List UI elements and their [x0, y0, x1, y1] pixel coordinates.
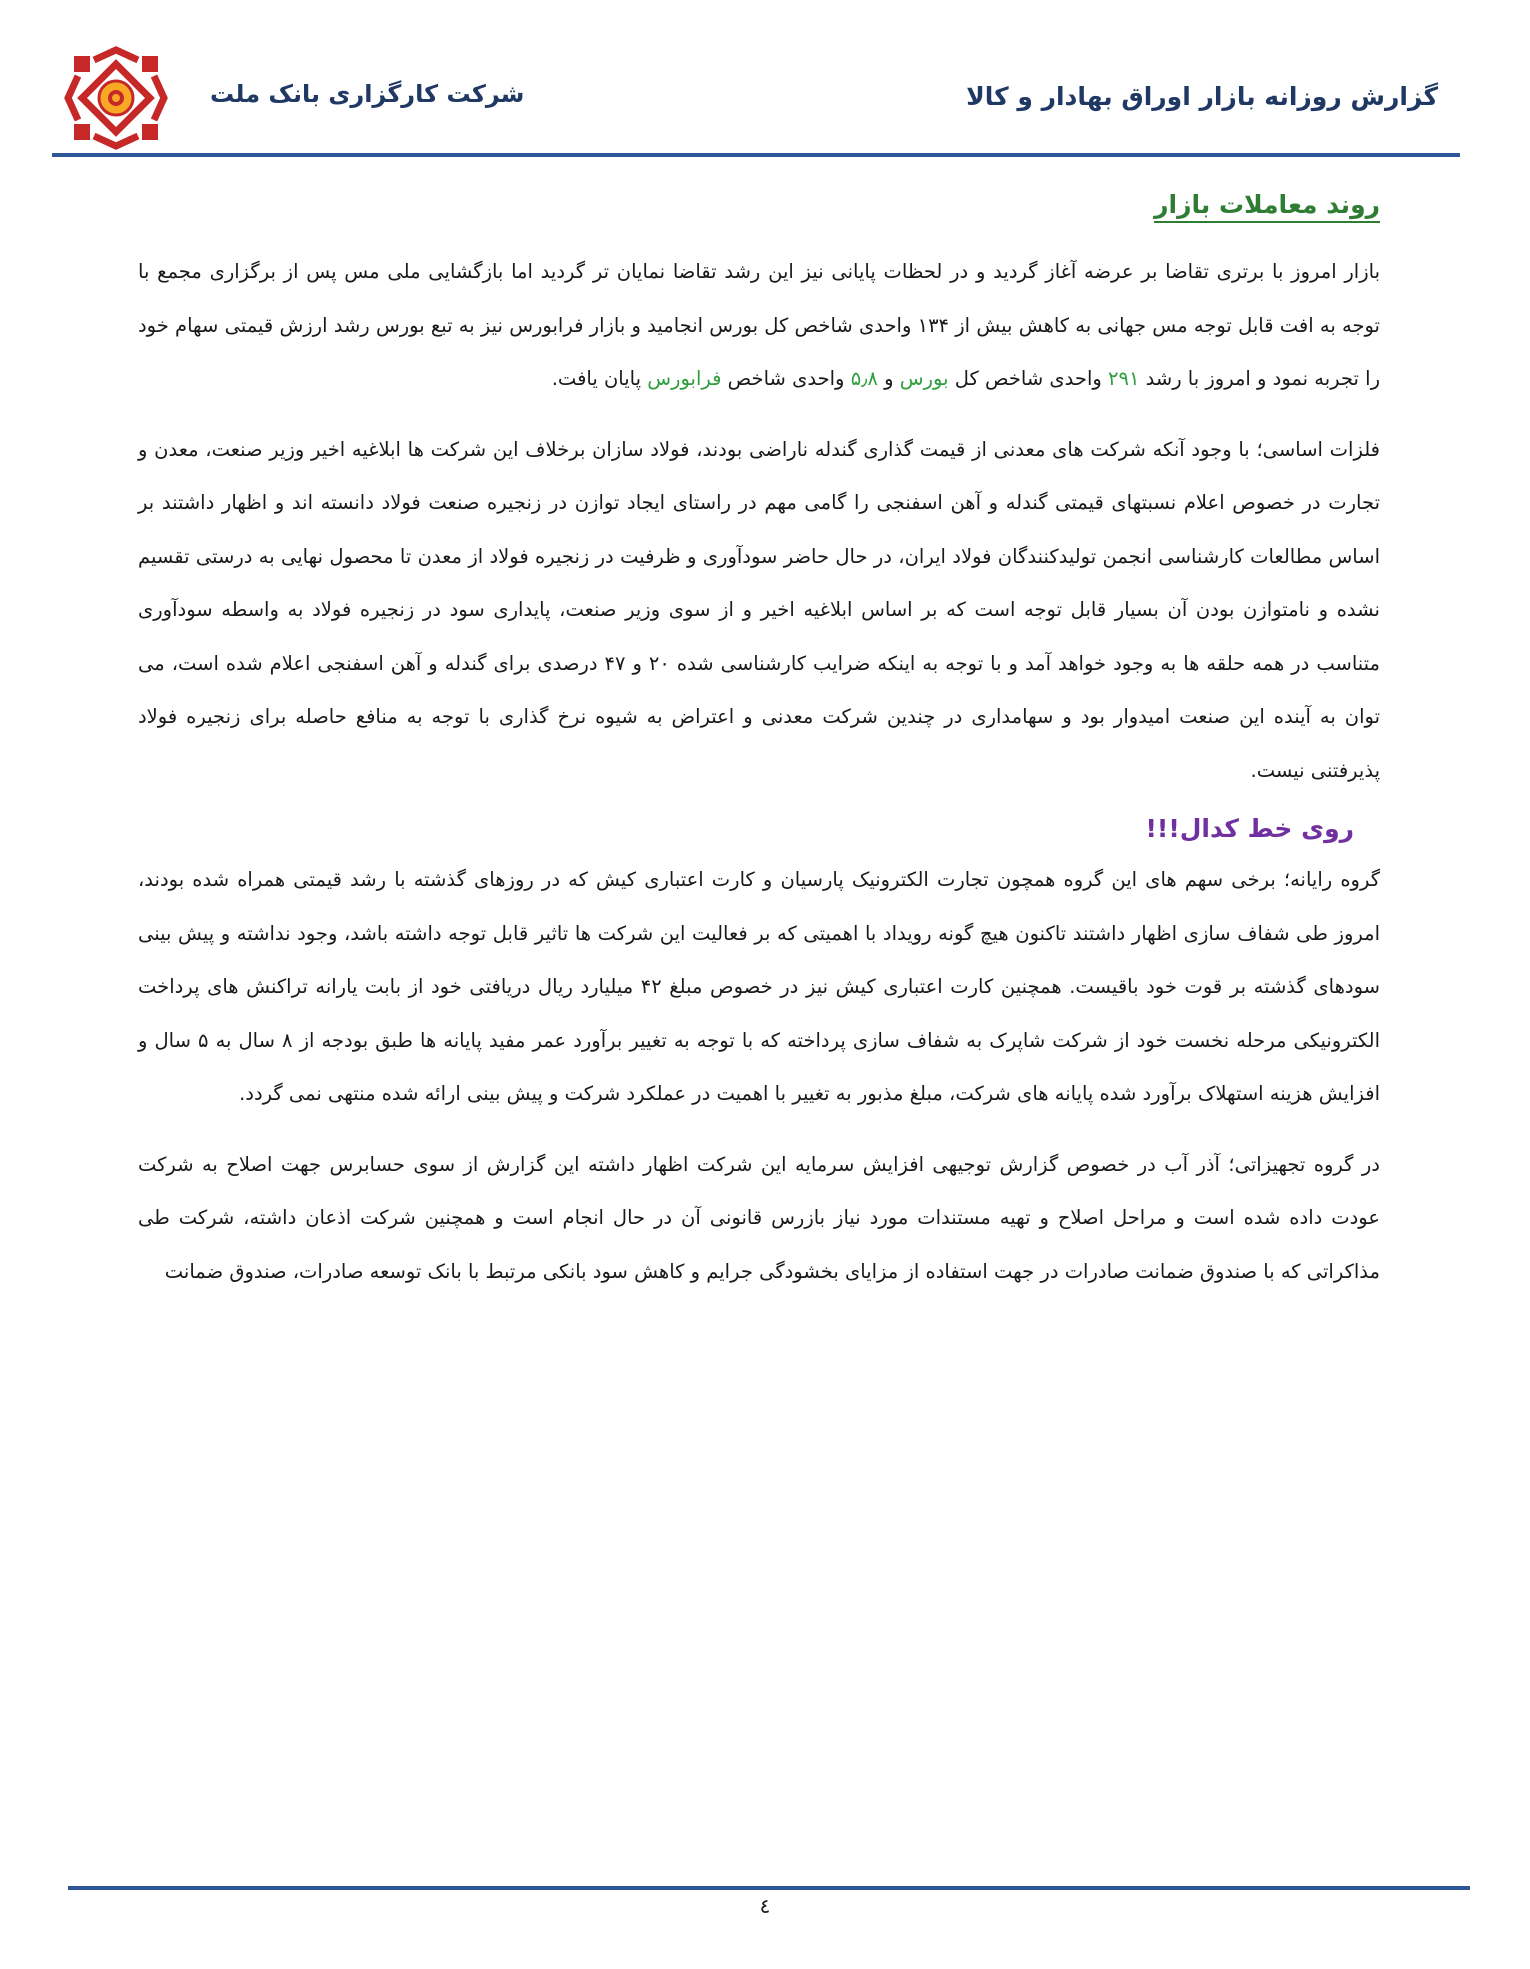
basic-metals-paragraph: فلزات اساسی؛ با وجود آنکه شرکت های معدنی از قیمت گذاری گندله ناراضی بودند، فولاد سازان برخلاف این شرکت ها ابلاغیه اخیر وزیر صنعت، معدن و تجارت در خصوص اعلام نسبتهای قیمتی گندله و آهن اسفنجی را گامی مهم در راستای ایجاد توازن در زنجیره صنعت فولاد دانسته اند و اظهار داشتند بر اساس مطالعات کارشناسی انجمن تولیدکنندگان فولاد ایران، در حال حاضر سودآوری و ظرفیت در زنجیره فولاد از معدن تا محصول نهایی به درستی تقسیم نشده و نامتوازن بودن آن بسیار قابل توجه است که بر اساس ابلاغیه اخیر و از سوی وزیر صنعت، پایداری سود در زنجیره فولاد به واسطه سودآوری متناسب در همه حلقه ها به وجود خواهد آمد و با توجه به اینکه ضرایب کارشناسی شده ۲۰ و ۴۷ درصدی برای گندله و آهن اسفنجی اعلام شده است، می توان به آینده این صنعت امیدوار بود و سهامداری در چندین شرکت معدنی و اعتراض به شیوه نرخ گذاری با توجه به منافع حاصله برای زنجیره فولاد پذیرفتنی نیست.	[138, 437, 1380, 782]
text-segment: پایان یافت.	[551, 367, 648, 390]
computer-group-paragraph: گروه رایانه؛ برخی سهم های این گروه همچون تجارت الکترونیک پارسیان و کارت اعتباری کیش که در روزهای گذشته با رشد قیمتی همراه شده بودند، امروز طی شفاف سازی اظهار داشتند تاکنون هیچ گونه رویداد با اهمیتی که بر فعالیت این شرکت ها تاثیر قابل توجه داشته باشد، وجود نداشته و پیش بینی سودهای گذشته بر قوت خود باقیست. همچنین کارت اعتباری کیش نیز در خصوص مبلغ ۴۲ میلیارد ریال دریافتی خود از بابت یارانه تراکنش های پرداخت الکترونیکی مرحله نخست خود از شرکت شاپرک به شفاف سازی پرداخته که با توجه به تغییر برآورد عمر مفید پایانه ها طبق بودجه از ۸ سال به ۵ سال و افزایش هزینه استهلاک برآورد شده پایانه های شرکت، مبلغ مذبور به تغییر با اهمیت در عملکرد شرکت و پیش بینی ارائه شده منتهی نمی گردد.	[138, 868, 1381, 1105]
report-title: گزارش روزانه بازار اوراق بهادار و کالا	[966, 82, 1438, 111]
page-header	[0, 0, 1530, 160]
section-title-market-trend: روند معاملات بازار	[1154, 190, 1380, 223]
farabourse-index-change: ۵٫۸	[850, 367, 878, 390]
text-segment: واحدی شاخص	[721, 367, 851, 390]
page-number: ٤	[759, 1894, 771, 1918]
bourse-label: بورس	[899, 367, 949, 390]
section-title-codal: روی خط کدال!!!	[1145, 814, 1354, 843]
farabourse-label: فرابورس	[647, 367, 722, 390]
bank-mellat-logo-icon	[64, 46, 168, 150]
equipment-group-paragraph: در گروه تجهیزاتی؛ آذر آب در خصوص گزارش توجیهی افزایش سرمایه این شرکت اظهار داشته این گزارش از سوی حسابرس جهت اصلاح به شرکت عودت داده شده است و مراحل اصلاح و تهیه مستندات مورد نیاز بازرس قانونی آن در حال انجام است و همچنین شرکت اذعان داشته، شرکت طی مذاکراتی که با صندوق ضمانت صادرات در جهت استفاده از مزایای بخشودگی جرایم و کاهش سود بانکی مرتبط با بانک توسعه صادرات، صندوق ضمانت	[138, 1152, 1380, 1283]
bourse-index-change: ۲۹۱	[1108, 367, 1140, 390]
header-divider	[52, 153, 1460, 157]
market-summary-paragraph	[138, 245, 1380, 406]
report-body	[138, 190, 1380, 1315]
footer-divider	[68, 1886, 1470, 1890]
company-name: شرکت کارگزاری بانک ملت	[210, 80, 525, 108]
text-segment: واحدی شاخص کل	[948, 367, 1108, 390]
text-segment: و	[877, 367, 900, 390]
text-segment: بازار امروز با برتری تقاضا بر عرضه آغاز گردید و در لحظات پایانی نیز این رشد تقاضا نمایان تر گردید اما بازگشایی ملی مس پس از برگزاری مجمع با توجه به افت قابل توجه مس جهانی به کاهش بیش از ۱۳۴ واحدی شاخص کل بورس انجامید و بازار فرابورس نیز به تبع بورس رشد ارزش قیمتی سهام خود را تجربه نمود و امروز با رشد	[138, 260, 1380, 390]
